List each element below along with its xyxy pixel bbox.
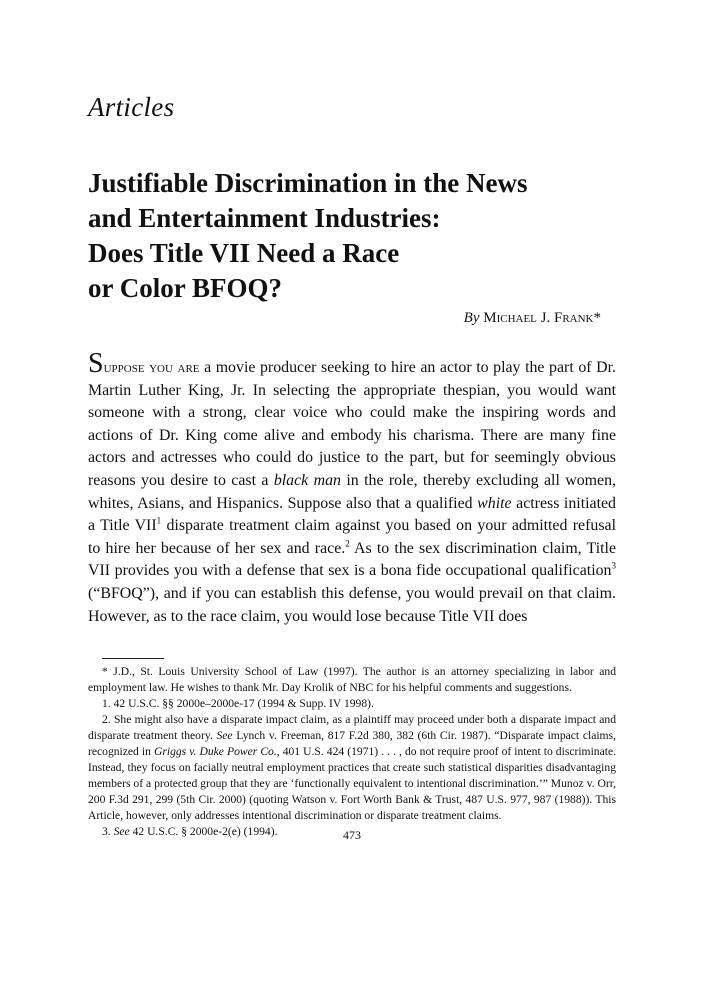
- title-line-4: or Color BFOQ?: [88, 273, 282, 303]
- footnote-2-text-a: 2. She might also have a disparate impact claim, as a plaintiff may proceed under both a disparate impact and disparate treatment theory.: [88, 713, 616, 742]
- footnote-ref-2[interactable]: 2: [345, 538, 350, 549]
- opening-words: [88, 348, 200, 379]
- page-number: 473: [343, 828, 361, 842]
- title-line-2: and Entertainment Industries:: [88, 203, 441, 233]
- drop-cap: S: [88, 348, 104, 379]
- body-text-3: actress initiated a Title VII: [88, 494, 616, 535]
- footnote-ref-1[interactable]: 1: [156, 515, 162, 526]
- title-line-1: Justifiable Discrimination in the News: [88, 168, 528, 198]
- footnote-2: [88, 712, 616, 824]
- body-paragraph: [88, 348, 616, 628]
- body-text-2: in the role, thereby excluding all women, whites, Asians, and Hispanics. Suppose also that a qualified: [88, 471, 616, 512]
- footnote-divider: [102, 658, 164, 659]
- body-text-5: As to the sex discrimination claim, Title VII provides you with a defense that sex is a bona fide occupational qualification: [88, 539, 616, 580]
- footnote-3-num: 3.: [102, 825, 114, 838]
- footnotes: [88, 664, 616, 840]
- footnote-2-text-c: , 401 U.S. 424 (1971) . . . , do not require proof of intent to discriminate. Instead, they focus on facially neutral employment practices that create such statistical disparities disadvantaging members of a protected group that they are ‘functionally equivalent to intentional discrimination.’” Munoz v. Orr, 200 F.3d 291, 299 (5th Cir. 2000) (quoting Watson v. Fort Worth Bank & Trust, 487 U.S. 977, 987 (1988)). This Article, however, only addresses intentional discrimination or disparate treatment claims.: [88, 745, 617, 822]
- footnote-1: 1. 42 U.S.C. §§ 2000e–2000e-17 (1994 & Supp. IV 1998).: [102, 697, 374, 710]
- body-text-4: disparate treatment claim against you based on your admitted refusal to hire her because of her sex and race.: [88, 517, 616, 557]
- footnote-3-signal: See: [113, 825, 130, 838]
- footnote-2-text-b: Lynch v. Freeman, 817 F.2d 380, 382 (6th Cir. 1987). “Disparate impact claims, recognized in: [88, 729, 616, 758]
- footnote-ref-3[interactable]: 3: [611, 561, 616, 572]
- title-line-3: Does Title VII Need a Race: [88, 238, 400, 268]
- body-emphasis-1: black man: [273, 471, 341, 489]
- section-label: Articles: [88, 92, 175, 122]
- byline: [464, 310, 601, 327]
- body-text-6: (“BFOQ”), and if you can establish this defense, you would prevail on that claim. However, as to the race claim, you would lose because Title VII does: [88, 584, 616, 625]
- footnote-2-case: Griggs v. Duke Power Co.: [153, 745, 277, 758]
- footnote-star: * J.D., St. Louis University School of Law (1997). The author is an attorney specializing in labor and employment law. He wishes to thank Mr. Day Krolik of NBC for his helpful comments and suggestions.: [88, 665, 616, 694]
- byline-by: By: [463, 310, 480, 326]
- body-emphasis-2: white: [477, 494, 512, 512]
- footnote-3-text: 42 U.S.C. § 2000e-2(e) (1994).: [129, 825, 278, 838]
- author-name: Michael J. Frank*: [483, 310, 601, 326]
- opening-lead: uppose you are: [103, 359, 200, 376]
- article-title: [88, 166, 648, 306]
- body-text-1: a movie producer seeking to hire an actor to play the part of Dr. Martin Luther King, Jr. In selecting the appropriate thespian, you would want someone with a strong, clear voice who could make the inspiring words and actions of Dr. King come alive and embody his charisma. There are many fine actors and actresses who could do justice to the part, but for seemingly obvious reasons you desire to cast a: [88, 359, 616, 489]
- footnote-2-signal: See: [216, 729, 233, 742]
